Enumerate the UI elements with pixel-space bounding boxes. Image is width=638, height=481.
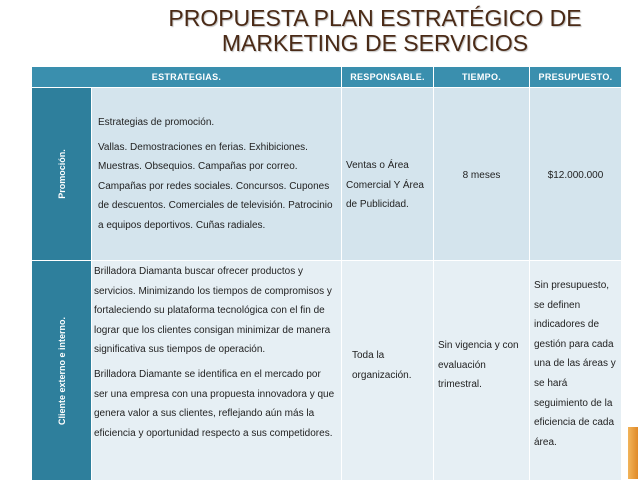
estrategias-heading: Estrategias de promoción.: [98, 117, 215, 128]
table-header-row: [32, 67, 622, 88]
tiempo-text: Sin vigencia y con evaluación trimestral.: [438, 340, 519, 391]
responsable-text: Ventas o Área Comercial Y Área de Publicidad.: [346, 160, 424, 211]
responsable-text: Toda la organización.: [352, 350, 412, 381]
header-estrategias: ESTRATEGIAS.: [32, 67, 342, 88]
header-responsable: RESPONSABLE.: [342, 67, 434, 88]
estrategias-cell: [92, 261, 342, 481]
presupuesto-text: $12.000.000: [547, 170, 604, 181]
table-row: [32, 88, 622, 261]
presupuesto-cell: [530, 261, 622, 481]
slide-title: [120, 6, 630, 56]
tiempo-text: 8 meses: [462, 170, 501, 181]
tiempo-cell: [434, 88, 530, 261]
row-label-cliente: Cliente externo e interno.: [56, 316, 67, 425]
header-tiempo: TIEMPO.: [434, 67, 530, 88]
estrategias-text: Vallas. Demostraciones en ferias. Exhibiciones. Muestras. Obsequios. Campañas por correo. Campañas por redes sociales. Concursos. Cupones de descuentos. Comerciales de televisión. Patrocinio a equipos deportivos. Cuñas radiales.: [98, 141, 333, 231]
tiempo-cell: [434, 261, 530, 481]
estrategias-text: Brilladora Diamante se identifica en el mercado por ser una empresa con una propuesta innovadora y que genera valor a sus clientes, reflejando aún más la eficiencia y oportunidad respecto a sus competidores.: [94, 368, 335, 439]
title-line-2: MARKETING DE SERVICIOS: [221, 30, 529, 56]
strategy-table: [31, 66, 622, 481]
row-label-promocion: Promoción.: [56, 149, 67, 199]
row-label-cell: [32, 88, 92, 261]
presupuesto-text: Sin presupuesto, se definen indicadores de gestión para cada una de las áreas y se hará seguimiento de la eficiencia de cada área.: [534, 280, 616, 448]
presupuesto-cell: [530, 88, 622, 261]
row-label-cell: [32, 261, 92, 481]
responsable-cell: [342, 261, 434, 481]
title-line-1: PROPUESTA PLAN ESTRATÉGICO DE: [168, 5, 582, 31]
header-presupuesto: PRESUPUESTO.: [530, 67, 622, 88]
estrategias-cell: [92, 88, 342, 261]
estrategias-text: Brilladora Diamanta buscar ofrecer productos y servicios. Minimizando los tiempos de compromisos y fortaleciendo su plataforma tecnológica con el fin de lograr que los clientes consigan minimizar de manera significativa sus tiempos de operación.: [94, 266, 332, 356]
responsable-cell: [342, 88, 434, 261]
slide-corner-accent: [628, 427, 638, 479]
table-row: [32, 261, 622, 481]
